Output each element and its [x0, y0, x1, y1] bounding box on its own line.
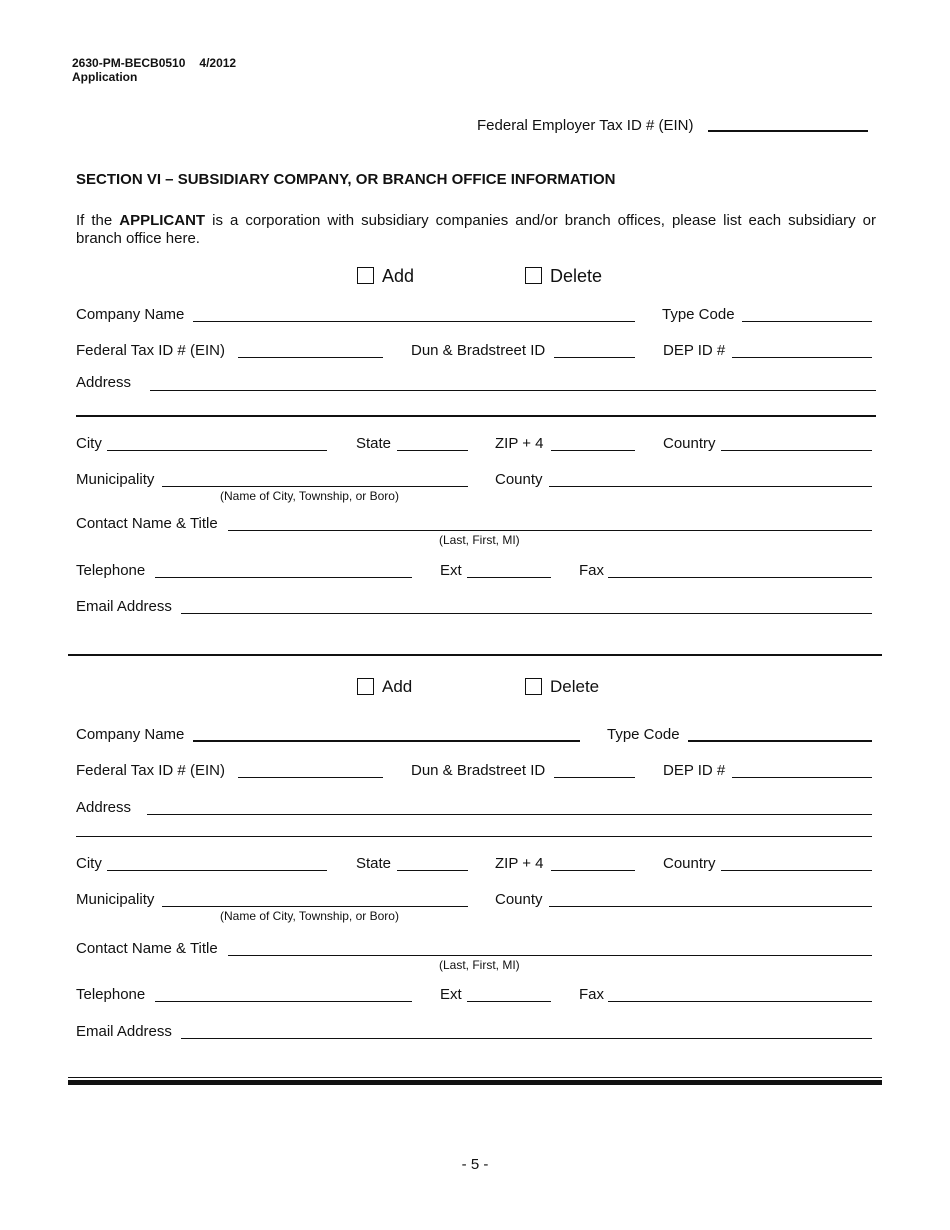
contact-label-1: Contact Name & Title — [76, 515, 218, 532]
address-line2-field-1[interactable] — [76, 415, 876, 417]
telephone-label-2: Telephone — [76, 986, 146, 1003]
municipality-field-2[interactable] — [162, 906, 468, 907]
city-label-2: City — [76, 855, 102, 872]
section-title: SECTION VI – SUBSIDIARY COMPANY, OR BRANCH OFFICE INFORMATION — [76, 171, 616, 188]
dep-id-label-2: DEP ID # — [663, 762, 726, 779]
country-field-2[interactable] — [721, 870, 872, 871]
telephone-field-1[interactable] — [155, 577, 412, 578]
type-code-field-1[interactable] — [742, 321, 872, 322]
zip-label-1: ZIP + 4 — [495, 435, 544, 452]
city-field-1[interactable] — [107, 450, 327, 451]
delete-label-2: Delete — [550, 677, 600, 696]
add-label-2: Add — [382, 677, 413, 696]
state-field-2[interactable] — [397, 870, 468, 871]
state-label-1: State — [356, 435, 392, 452]
address-label-1: Address — [76, 374, 132, 391]
section-intro: If the APPLICANT is a corporation with subsidiary companies and/or branch offices, please list each subsidiary or branch office here. — [76, 212, 876, 247]
ext-label-1: Ext — [440, 562, 462, 579]
zip-label-2: ZIP + 4 — [495, 855, 544, 872]
telephone-field-2[interactable] — [155, 1001, 412, 1002]
type-code-label-2: Type Code — [607, 726, 680, 743]
form-header — [72, 56, 236, 84]
form-doc-type: Application — [72, 70, 138, 84]
county-label-2: County — [495, 891, 543, 908]
zip-field-1[interactable] — [551, 450, 635, 451]
address-label-2: Address — [76, 799, 132, 816]
ein-top-label: Federal Employer Tax ID # (EIN) — [477, 117, 694, 134]
country-field-1[interactable] — [721, 450, 872, 451]
state-label-2: State — [356, 855, 392, 872]
contact-field-2[interactable] — [228, 955, 872, 956]
fax-field-1[interactable] — [608, 577, 872, 578]
state-field-1[interactable] — [397, 450, 468, 451]
country-label-1: Country — [663, 435, 716, 452]
dun-bradstreet-label-2: Dun & Bradstreet ID — [411, 762, 546, 779]
address-line2-field-2[interactable] — [76, 836, 872, 837]
federal-tax-id-label-2: Federal Tax ID # (EIN) — [76, 762, 225, 779]
fax-label-2: Fax — [579, 986, 605, 1003]
federal-tax-id-field-1[interactable] — [238, 357, 383, 358]
email-field-2[interactable] — [181, 1038, 872, 1039]
form-id: 2630-PM-BECB0510 — [72, 56, 186, 70]
address-line1-field-2[interactable] — [147, 814, 872, 815]
municipality-label-2: Municipality — [76, 891, 155, 908]
company-name-label-2: Company Name — [76, 726, 185, 743]
contact-hint-1: (Last, First, MI) — [439, 533, 520, 547]
delete-checkbox-2[interactable] — [525, 678, 542, 695]
country-label-2: Country — [663, 855, 716, 872]
type-code-field-2[interactable] — [688, 740, 872, 742]
federal-tax-id-label-1: Federal Tax ID # (EIN) — [76, 342, 225, 359]
city-field-2[interactable] — [107, 870, 327, 871]
county-label-1: County — [495, 471, 543, 488]
dun-bradstreet-field-2[interactable] — [554, 777, 635, 778]
email-label-1: Email Address — [76, 598, 172, 615]
company-name-field-2[interactable] — [193, 740, 580, 742]
ein-top-field[interactable] — [708, 130, 868, 132]
bottom-rule-thin — [68, 1077, 882, 1078]
contact-field-1[interactable] — [228, 530, 872, 531]
ext-field-2[interactable] — [467, 1001, 551, 1002]
municipality-hint-1: (Name of City, Township, or Boro) — [220, 489, 399, 503]
ext-field-1[interactable] — [467, 577, 551, 578]
add-checkbox-2[interactable] — [357, 678, 374, 695]
county-field-1[interactable] — [549, 486, 872, 487]
city-label-1: City — [76, 435, 102, 452]
municipality-hint-2: (Name of City, Township, or Boro) — [220, 909, 399, 923]
contact-label-2: Contact Name & Title — [76, 940, 218, 957]
delete-label-1: Delete — [550, 266, 603, 286]
block-divider — [68, 654, 882, 656]
dep-id-field-1[interactable] — [732, 357, 872, 358]
email-field-1[interactable] — [181, 613, 872, 614]
delete-checkbox-1[interactable] — [525, 267, 542, 284]
fax-field-2[interactable] — [608, 1001, 872, 1002]
address-line1-field-1[interactable] — [150, 390, 876, 391]
dep-id-field-2[interactable] — [732, 777, 872, 778]
form-date: 4/2012 — [199, 56, 237, 70]
fax-label-1: Fax — [579, 562, 605, 579]
municipality-field-1[interactable] — [162, 486, 468, 487]
dun-bradstreet-label-1: Dun & Bradstreet ID — [411, 342, 546, 359]
federal-tax-id-field-2[interactable] — [238, 777, 383, 778]
dun-bradstreet-field-1[interactable] — [554, 357, 635, 358]
type-code-label-1: Type Code — [662, 306, 735, 323]
dep-id-label-1: DEP ID # — [663, 342, 726, 359]
applicant-emphasis: APPLICANT — [119, 212, 206, 229]
ext-label-2: Ext — [440, 986, 462, 1003]
telephone-label-1: Telephone — [76, 562, 146, 579]
add-checkbox-1[interactable] — [357, 267, 374, 284]
page-number: - 5 - — [461, 1156, 489, 1173]
company-name-field-1[interactable] — [193, 321, 635, 322]
municipality-label-1: Municipality — [76, 471, 155, 488]
bottom-rule-heavy — [68, 1080, 882, 1085]
contact-hint-2: (Last, First, MI) — [439, 958, 520, 972]
add-label-1: Add — [382, 266, 415, 286]
county-field-2[interactable] — [549, 906, 872, 907]
email-label-2: Email Address — [76, 1023, 172, 1040]
company-name-label-1: Company Name — [76, 306, 185, 323]
zip-field-2[interactable] — [551, 870, 635, 871]
